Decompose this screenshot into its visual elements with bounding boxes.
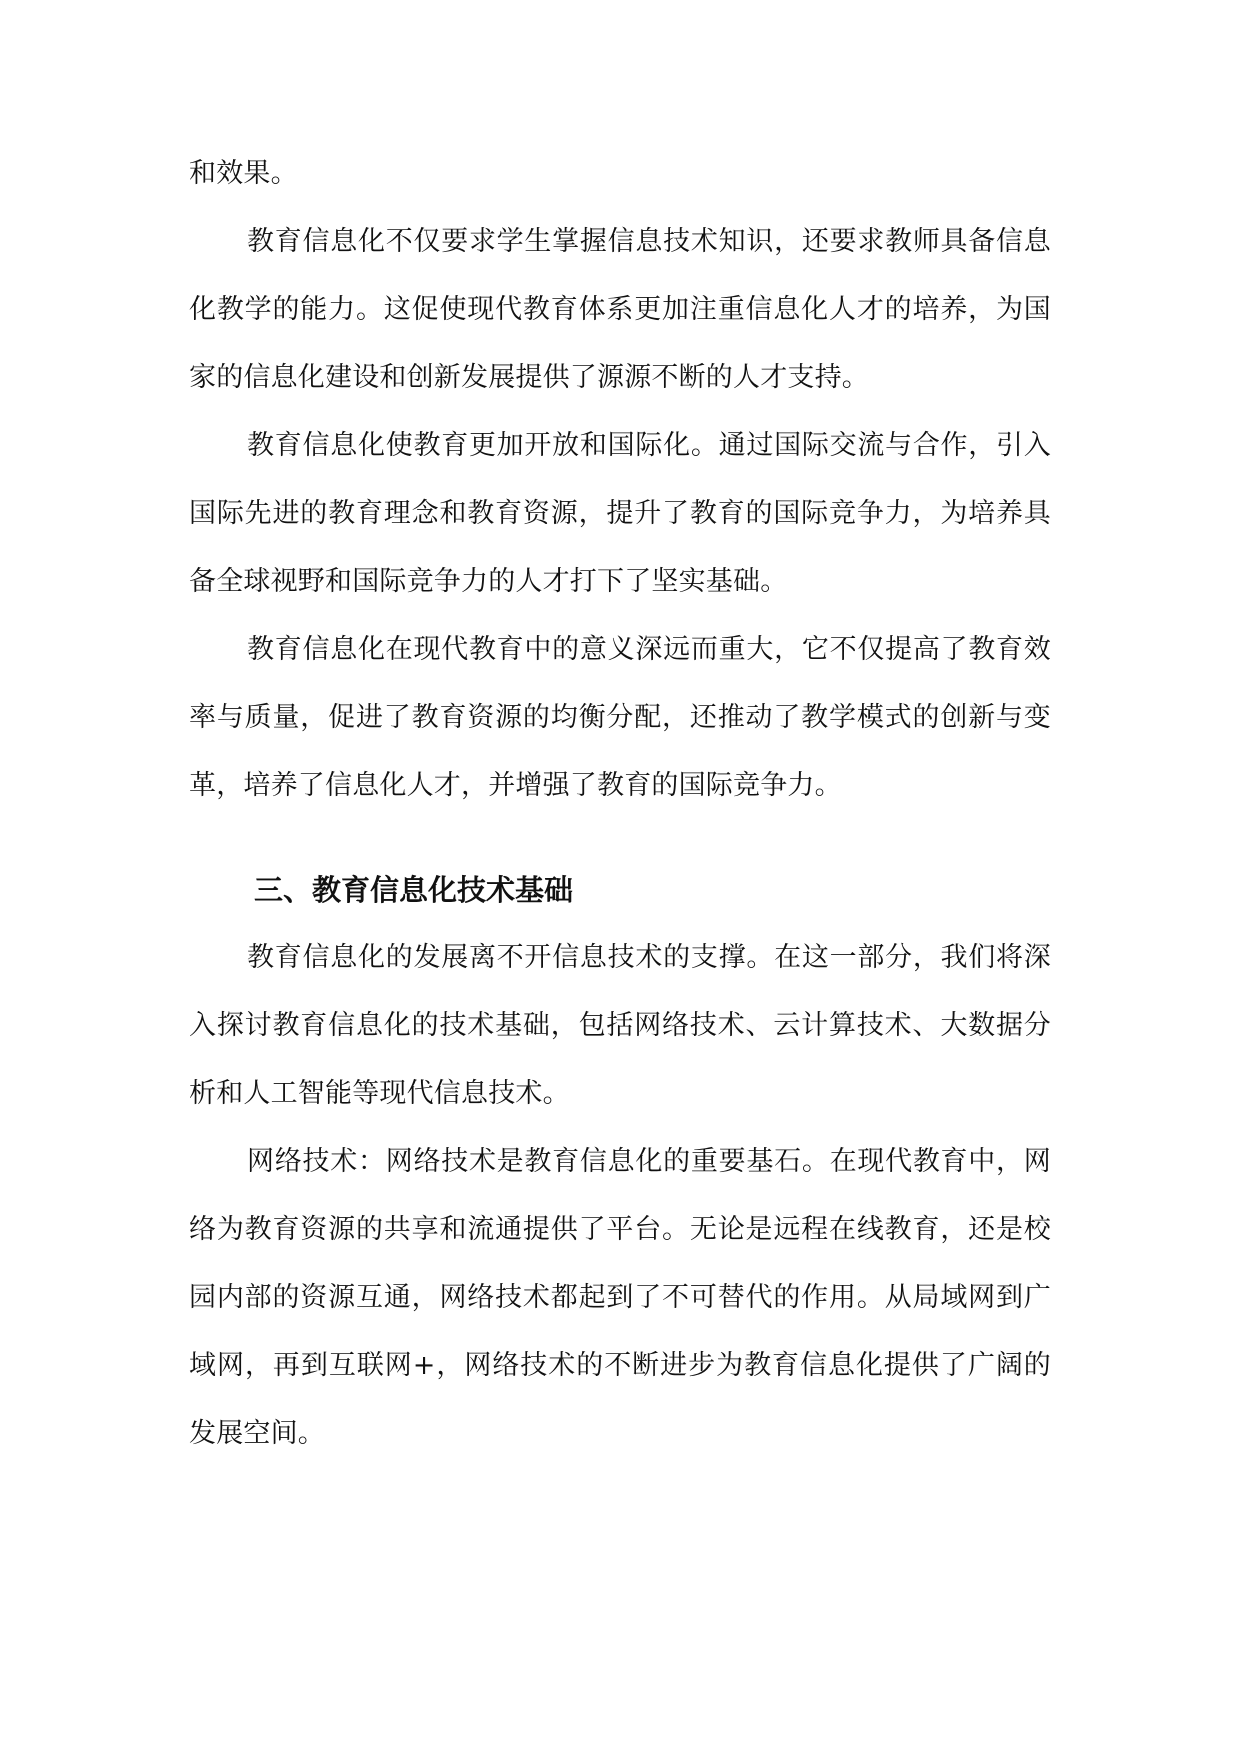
- paragraph-significance-summary: 教育信息化在现代教育中的意义深远而重大，它不仅提高了教育效率与质量，促进了教育资源的均衡分配，还推动了教学模式的创新与变革，培养了信息化人才，并增强了教育的国际竞争力。: [189, 634, 1051, 801]
- paragraph-internationalization: 教育信息化使教育更加开放和国际化。通过国际交流与合作，引入国际先进的教育理念和教育资源，提升了教育的国际竞争力，为培养具备全球视野和国际竞争力的人才打下了坚实基础。: [189, 430, 1051, 597]
- paragraph-tech-foundation-intro: 教育信息化的发展离不开信息技术的支撑。在这一部分，我们将深入探讨教育信息化的技术基础，包括网络技术、云计算技术、大数据分析和人工智能等现代信息技术。: [189, 942, 1051, 1109]
- paragraph-teacher-skills: 教育信息化不仅要求学生掌握信息技术知识，还要求教师具备信息化教学的能力。这促使现代教育体系更加注重信息化人才的培养，为国家的信息化建设和创新发展提供了源源不断的人才支持。: [189, 226, 1051, 393]
- document-body: [189, 140, 1051, 1468]
- paragraph-continuation: 和效果。: [189, 158, 298, 189]
- paragraph-network-technology: 网络技术：网络技术是教育信息化的重要基石。在现代教育中，网络为教育资源的共享和流通提供了平台。无论是远程在线教育，还是校园内部的资源互通，网络技术都起到了不可替代的作用。从局域网到广域网，再到互联网+，网络技术的不断进步为教育信息化提供了广阔的发展空间。: [189, 1146, 1051, 1449]
- section-heading: 三、教育信息化技术基础: [254, 873, 574, 907]
